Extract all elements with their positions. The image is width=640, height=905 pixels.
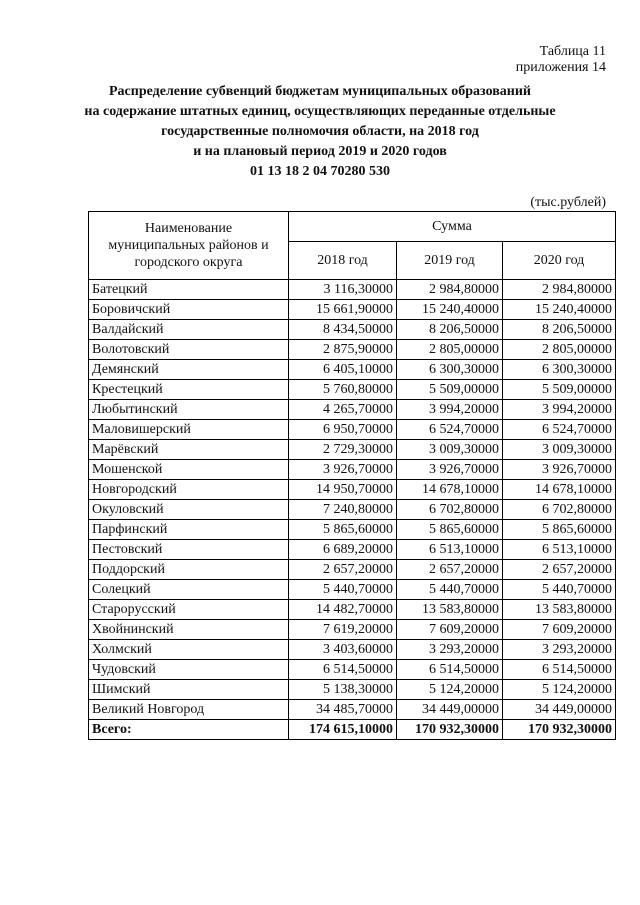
- table-row: [89, 360, 616, 380]
- amount-2019: 13 583,80000: [397, 600, 503, 620]
- table-row: [89, 660, 616, 680]
- amount-2019: 5 124,20000: [397, 680, 503, 700]
- table-row: [89, 520, 616, 540]
- municipality-name: Демянский: [89, 360, 289, 380]
- amount-2020: 2 657,20000: [503, 560, 616, 580]
- title-line-1: Распределение субвенций бюджетам муниципальных образований: [109, 84, 531, 99]
- table-row: [89, 400, 616, 420]
- total-row: [89, 720, 616, 740]
- amount-2019: 14 678,10000: [397, 480, 503, 500]
- total-2020: 170 932,30000: [503, 720, 616, 740]
- table-row: [89, 600, 616, 620]
- municipality-name: Солецкий: [89, 580, 289, 600]
- amount-2020: 6 514,50000: [503, 660, 616, 680]
- total-label: Всего:: [89, 720, 289, 740]
- budget-code: 01 13 18 2 04 70280 530: [250, 164, 390, 179]
- amount-2019: 3 009,30000: [397, 440, 503, 460]
- amount-2020: 5 440,70000: [503, 580, 616, 600]
- municipality-name: Мошенской: [89, 460, 289, 480]
- amount-2018: 5 865,60000: [289, 520, 397, 540]
- amount-2019: 7 609,20000: [397, 620, 503, 640]
- amount-2018: 14 950,70000: [289, 480, 397, 500]
- amount-2018: 3 926,70000: [289, 460, 397, 480]
- municipality-name: Маловишерский: [89, 420, 289, 440]
- table-row: [89, 280, 616, 300]
- amount-2019: 5 440,70000: [397, 580, 503, 600]
- municipality-name: Поддорский: [89, 560, 289, 580]
- amount-2019: 2 657,20000: [397, 560, 503, 580]
- amount-2020: 5 509,00000: [503, 380, 616, 400]
- amount-2019: 5 509,00000: [397, 380, 503, 400]
- year-2020-header: 2020 год: [503, 242, 616, 280]
- amount-2019: 2 805,00000: [397, 340, 503, 360]
- amount-2019: 34 449,00000: [397, 700, 503, 720]
- table-row: [89, 700, 616, 720]
- amount-2020: 5 124,20000: [503, 680, 616, 700]
- amount-2018: 34 485,70000: [289, 700, 397, 720]
- amount-2018: 6 689,20000: [289, 540, 397, 560]
- amount-2019: 2 984,80000: [397, 280, 503, 300]
- municipality-name: Марёвский: [89, 440, 289, 460]
- table-row: [89, 680, 616, 700]
- amount-2020: 6 702,80000: [503, 500, 616, 520]
- amount-2018: 6 405,10000: [289, 360, 397, 380]
- amount-2019: 3 293,20000: [397, 640, 503, 660]
- amount-2018: 2 729,30000: [289, 440, 397, 460]
- amount-2020: 3 994,20000: [503, 400, 616, 420]
- amount-2018: 5 440,70000: [289, 580, 397, 600]
- table-row: [89, 560, 616, 580]
- amount-2020: 6 513,10000: [503, 540, 616, 560]
- table-row: [89, 380, 616, 400]
- amount-2019: 3 926,70000: [397, 460, 503, 480]
- municipality-name: Старорусский: [89, 600, 289, 620]
- table-body: [89, 280, 616, 740]
- municipality-name: Окуловский: [89, 500, 289, 520]
- table-row: [89, 460, 616, 480]
- table-row: [89, 540, 616, 560]
- municipality-name: Крестецкий: [89, 380, 289, 400]
- table-number-label: Таблица 11: [539, 44, 606, 59]
- amount-2018: 5 760,80000: [289, 380, 397, 400]
- total-2018: 174 615,10000: [289, 720, 397, 740]
- sum-column-header: Сумма: [289, 212, 616, 242]
- amount-2018: 4 265,70000: [289, 400, 397, 420]
- units-label: (тыс.рублей): [530, 195, 606, 210]
- amount-2019: 6 514,50000: [397, 660, 503, 680]
- table-row: [89, 440, 616, 460]
- amount-2019: 6 513,10000: [397, 540, 503, 560]
- amount-2018: 7 619,20000: [289, 620, 397, 640]
- municipality-name: Чудовский: [89, 660, 289, 680]
- amount-2019: 5 865,60000: [397, 520, 503, 540]
- amount-2018: 6 514,50000: [289, 660, 397, 680]
- amount-2020: 3 926,70000: [503, 460, 616, 480]
- amount-2020: 2 805,00000: [503, 340, 616, 360]
- amount-2020: 13 583,80000: [503, 600, 616, 620]
- document-title: [60, 82, 580, 182]
- amount-2020: 7 609,20000: [503, 620, 616, 640]
- table-row: [89, 500, 616, 520]
- table-row: [89, 340, 616, 360]
- municipality-name: Холмский: [89, 640, 289, 660]
- amount-2018: 6 950,70000: [289, 420, 397, 440]
- amount-2019: 15 240,40000: [397, 300, 503, 320]
- amount-2019: 8 206,50000: [397, 320, 503, 340]
- total-2019: 170 932,30000: [397, 720, 503, 740]
- amount-2018: 5 138,30000: [289, 680, 397, 700]
- municipality-name: Парфинский: [89, 520, 289, 540]
- amount-2020: 6 300,30000: [503, 360, 616, 380]
- table-row: [89, 300, 616, 320]
- table-row: [89, 480, 616, 500]
- amount-2020: 8 206,50000: [503, 320, 616, 340]
- table-row: [89, 640, 616, 660]
- municipality-name: Волотовский: [89, 340, 289, 360]
- title-line-2: на содержание штатных единиц, осуществляющих переданные отдельные: [84, 104, 556, 119]
- amount-2019: 6 300,30000: [397, 360, 503, 380]
- amount-2018: 7 240,80000: [289, 500, 397, 520]
- amount-2018: 2 875,90000: [289, 340, 397, 360]
- amount-2018: 15 661,90000: [289, 300, 397, 320]
- amount-2018: 2 657,20000: [289, 560, 397, 580]
- amount-2018: 8 434,50000: [289, 320, 397, 340]
- year-2018-header: 2018 год: [289, 242, 397, 280]
- municipality-column-header: Наименование муниципальных районов и городского округа: [89, 212, 289, 280]
- municipality-name: Шимский: [89, 680, 289, 700]
- amount-2020: 6 524,70000: [503, 420, 616, 440]
- amount-2018: 3 116,30000: [289, 280, 397, 300]
- title-line-3: государственные полномочия области, на 2018 год: [161, 124, 479, 139]
- municipality-name: Пестовский: [89, 540, 289, 560]
- year-2019-header: 2019 год: [397, 242, 503, 280]
- appendix-reference: [516, 44, 606, 76]
- amount-2020: 2 984,80000: [503, 280, 616, 300]
- municipality-name: Батецкий: [89, 280, 289, 300]
- amount-2020: 14 678,10000: [503, 480, 616, 500]
- municipality-name: Новгородский: [89, 480, 289, 500]
- amount-2018: 14 482,70000: [289, 600, 397, 620]
- appendix-number-label: приложения 14: [515, 60, 606, 75]
- municipality-name: Боровичский: [89, 300, 289, 320]
- title-line-4: и на плановый период 2019 и 2020 годов: [193, 144, 447, 159]
- subvention-table: [88, 211, 616, 740]
- amount-2020: 5 865,60000: [503, 520, 616, 540]
- table-row: [89, 320, 616, 340]
- table-row: [89, 620, 616, 640]
- amount-2020: 3 293,20000: [503, 640, 616, 660]
- municipality-name: Любытинский: [89, 400, 289, 420]
- municipality-name: Хвойнинский: [89, 620, 289, 640]
- amount-2019: 3 994,20000: [397, 400, 503, 420]
- amount-2020: 3 009,30000: [503, 440, 616, 460]
- table-row: [89, 420, 616, 440]
- municipality-name: Великий Новгород: [89, 700, 289, 720]
- amount-2019: 6 524,70000: [397, 420, 503, 440]
- municipality-name: Валдайский: [89, 320, 289, 340]
- table-row: [89, 580, 616, 600]
- amount-2018: 3 403,60000: [289, 640, 397, 660]
- amount-2020: 15 240,40000: [503, 300, 616, 320]
- amount-2020: 34 449,00000: [503, 700, 616, 720]
- amount-2019: 6 702,80000: [397, 500, 503, 520]
